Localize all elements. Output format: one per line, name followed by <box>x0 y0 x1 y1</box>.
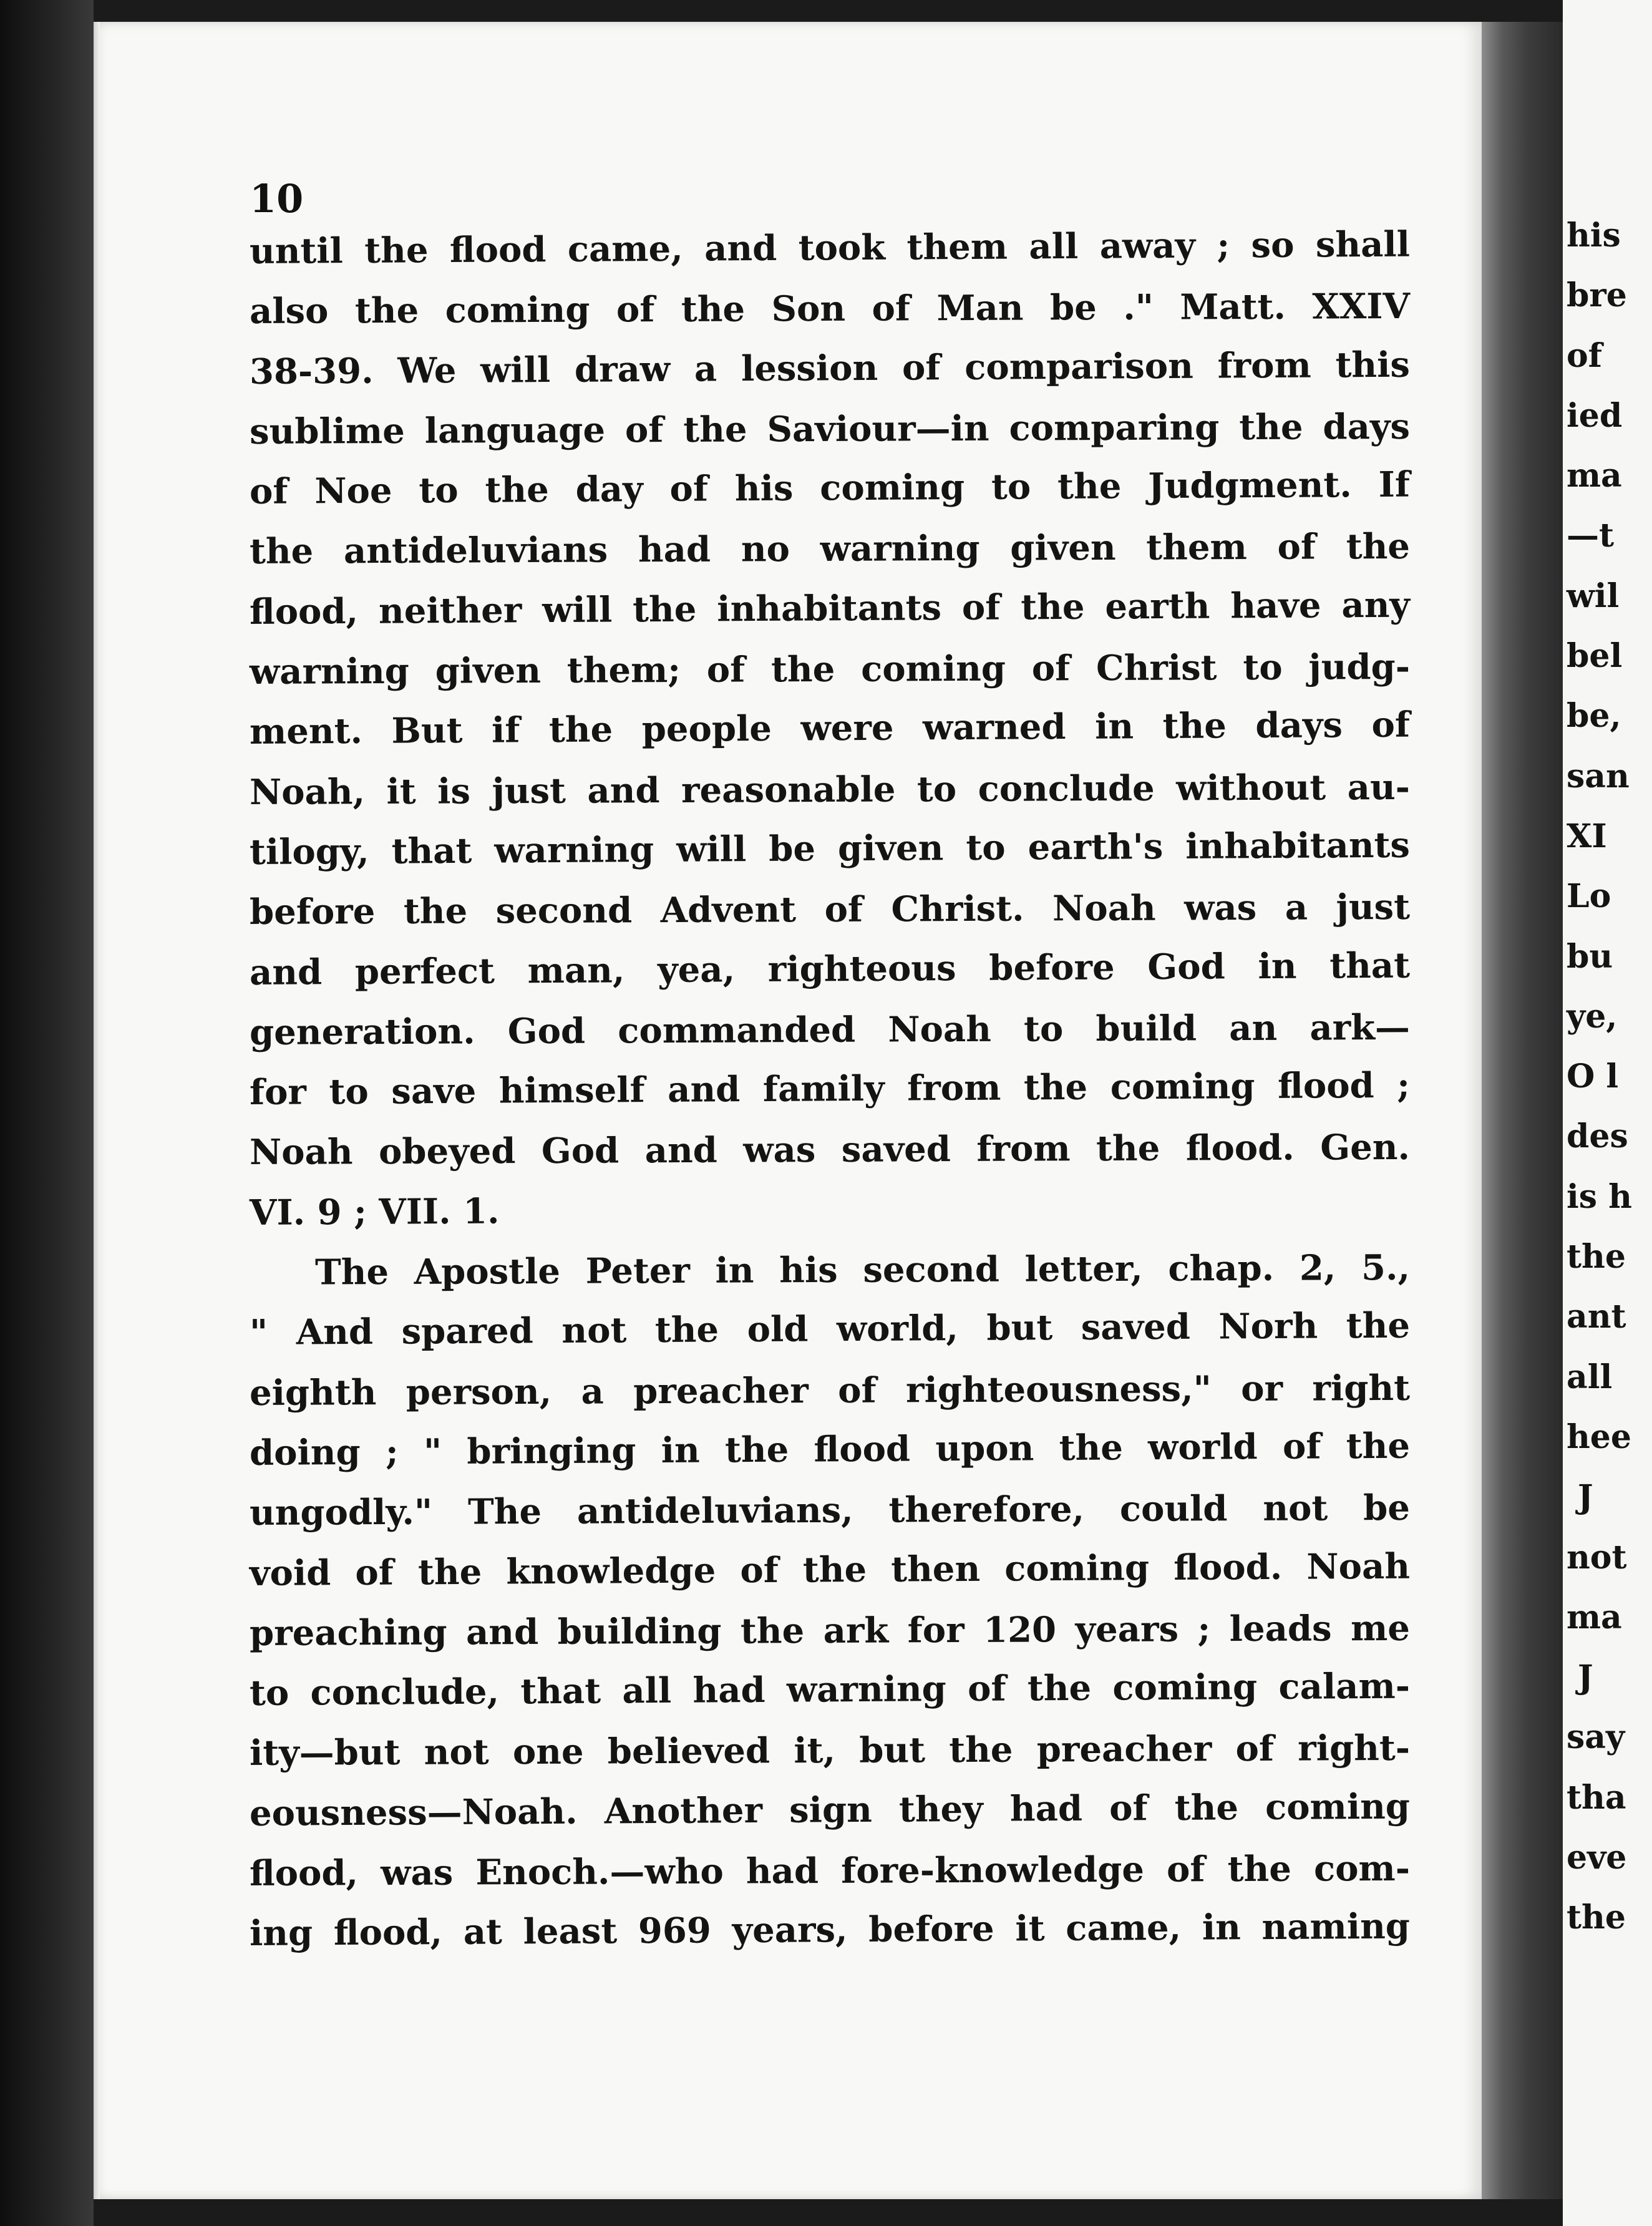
text-line: the antideluvians had no warning given them of the <box>249 526 1411 573</box>
facing-line-fragment: ma <box>1567 1598 1622 1636</box>
text-line: Noah, it is just and reasonable to conclude without au- <box>249 766 1411 813</box>
facing-line-fragment: be, <box>1567 697 1621 736</box>
text-line: doing ; " bringing in the flood upon the world of the <box>249 1425 1411 1474</box>
paragraph-start-line: The Apostle Peter in his second letter, chap. 2, 5., <box>314 1247 1411 1293</box>
scan-edge-left <box>0 0 94 2226</box>
text-line: ungodly." The antideluvians, therefore, could not be <box>249 1487 1411 1534</box>
text-line: preaching and building the ark for 120 years ; leads me <box>249 1607 1411 1654</box>
text-line: " And spared not the old world, but saved Norh the <box>249 1305 1411 1354</box>
facing-line-fragment: ma <box>1567 457 1622 495</box>
facing-line-fragment: bel <box>1567 637 1623 676</box>
text-line: of Noe to the day of his coming to the Judgment. If <box>249 464 1411 513</box>
facing-line-fragment: bu <box>1567 937 1613 976</box>
facing-line-fragment: J <box>1578 1478 1593 1517</box>
facing-line-fragment: of <box>1567 336 1603 375</box>
facing-line-fragment: hee <box>1567 1417 1631 1456</box>
facing-line-fragment: J <box>1578 1658 1593 1697</box>
book-gutter <box>1482 22 1563 2199</box>
facing-line-fragment: —t <box>1567 517 1615 555</box>
body-text <box>250 221 1410 1964</box>
facing-line-fragment: des <box>1567 1117 1628 1156</box>
text-line: tilogy, that warning will be given to earth's inhabitants <box>249 824 1411 873</box>
text-line: until the flood came, and took them all away ; so shall <box>249 223 1411 272</box>
facing-line-fragment: say <box>1567 1718 1625 1757</box>
text-line: also the coming of the Son of Man be ." Matt. XXIV <box>249 286 1411 333</box>
facing-line-fragment: his <box>1567 216 1621 255</box>
facing-line-fragment: ied <box>1567 396 1623 435</box>
facing-page-text <box>1567 206 1652 1948</box>
page-number: 10 <box>250 176 304 221</box>
text-line: to conclude, that all had warning of the coming calam- <box>249 1665 1411 1714</box>
facing-line-fragment: san <box>1567 757 1630 795</box>
facing-line-fragment: O l <box>1567 1057 1619 1096</box>
text-line: warning given them; of the coming of Christ to judg- <box>249 646 1411 693</box>
text-line: eighth person, a preacher of righteousness," or right <box>249 1367 1411 1414</box>
paragraph-end-line: VI. 9 ; VII. 1. <box>249 1190 500 1233</box>
text-line: flood, neither will the inhabitants of the earth have any <box>249 584 1411 633</box>
text-line: 38-39. We will draw a lession of comparison from this <box>249 344 1411 392</box>
text-line: void of the knowledge of the then coming flood. Noah <box>249 1545 1411 1594</box>
facing-line-fragment: ant <box>1567 1298 1626 1336</box>
facing-line-fragment: ye, <box>1567 997 1618 1036</box>
facing-line-fragment: tha <box>1567 1778 1626 1817</box>
facing-line-fragment: bre <box>1567 276 1627 315</box>
facing-line-fragment: wil <box>1567 576 1620 615</box>
facing-line-fragment: XI <box>1567 817 1607 855</box>
text-line: generation. God commanded Noah to build an ark— <box>249 1006 1411 1053</box>
text-line: sublime language of the Saviour—in comparing the days <box>249 406 1411 452</box>
text-line: for to save himself and family from the coming flood ; <box>249 1064 1411 1114</box>
text-line: and perfect man, yea, righteous before God in that <box>249 945 1411 993</box>
facing-line-fragment: not <box>1567 1538 1627 1577</box>
text-line: flood, was Enoch.—who had fore-knowledge of the com- <box>249 1847 1411 1895</box>
text-line: ity—but not one believed it, but the preacher of right- <box>249 1728 1411 1774</box>
facing-line-fragment: all <box>1567 1358 1613 1396</box>
facing-line-fragment: Lo <box>1567 877 1611 916</box>
text-line: Noah obeyed God and was saved from the flood. Gen. <box>249 1127 1411 1174</box>
facing-line-fragment: the <box>1567 1898 1626 1937</box>
facing-line-fragment: is h <box>1567 1177 1632 1216</box>
text-line: before the second Advent of Christ. Noah was a just <box>249 887 1411 933</box>
facing-page <box>1563 0 1652 2226</box>
facing-line-fragment: the <box>1567 1238 1626 1276</box>
facing-line-fragment: eve <box>1567 1839 1627 1877</box>
text-line: ing flood, at least 969 years, before it came, in naming <box>249 1905 1411 1955</box>
text-line: ment. But if the people were warned in the days of <box>249 704 1411 753</box>
text-line: eousness—Noah. Another sign they had of the coming <box>249 1786 1411 1834</box>
